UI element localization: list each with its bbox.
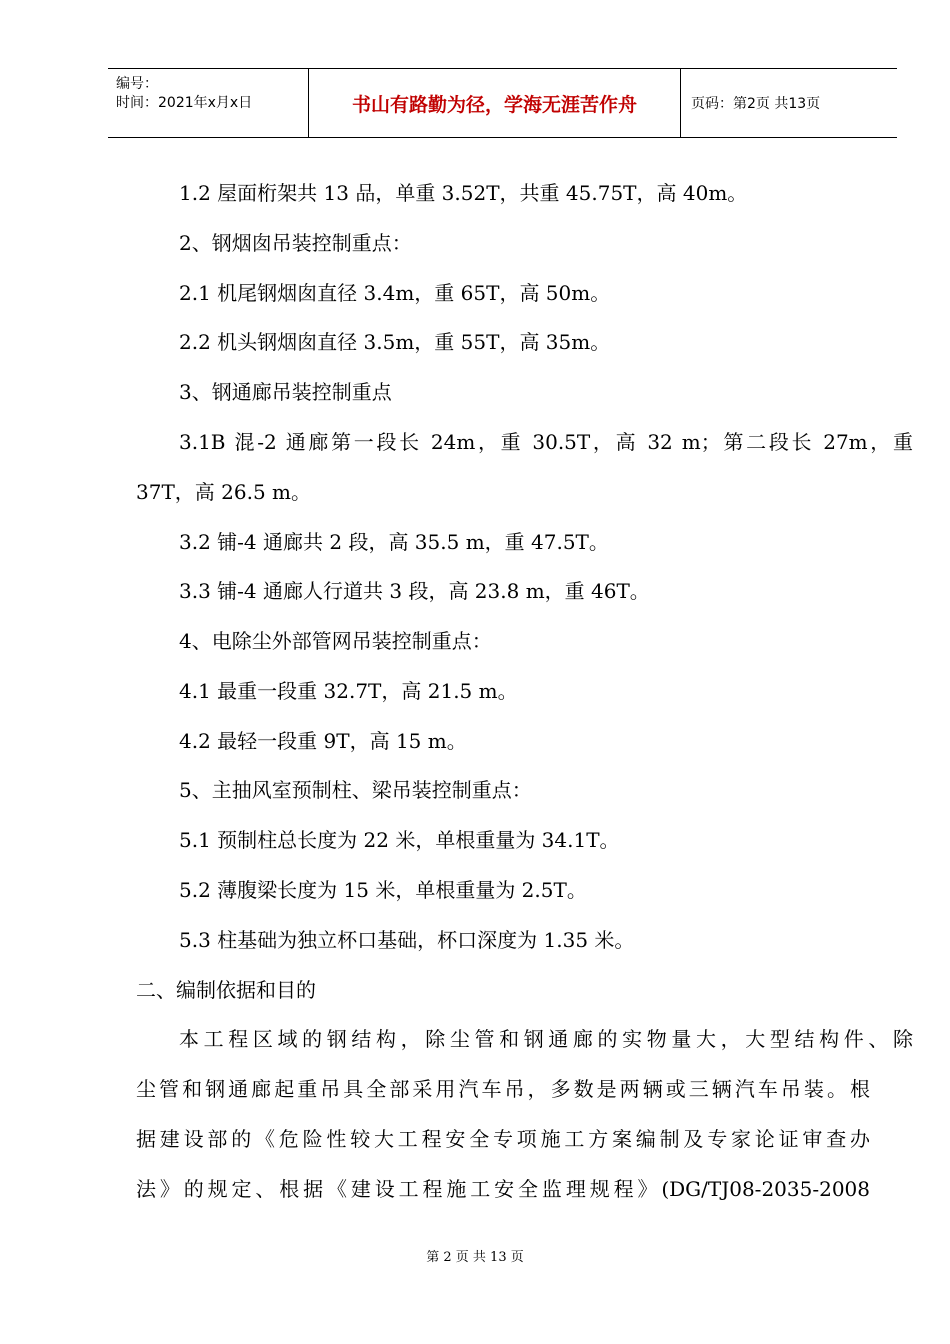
body-line: 4.1 最重一段重 32.7T，高 21.5 m。 <box>179 679 518 703</box>
body-line: 据建设部的《危险性较大工程安全专项施工方案编制及专家论证审查办 <box>136 1127 870 1151</box>
header-meta <box>108 69 308 137</box>
body-line: 4、电除尘外部管网吊装控制重点： <box>179 629 492 653</box>
body-line: 尘管和钢通廊起重吊具全部采用汽车吊，多数是两辆或三辆汽车吊装。根 <box>136 1077 870 1101</box>
body-line: 3、钢通廊吊装控制重点 <box>179 380 392 404</box>
body-line: 1.2 屋面桁架共 13 品，单重 3.52T，共重 45.75T，高 40m。 <box>179 181 748 205</box>
body-line: 37T，高 26.5 m。 <box>136 480 311 504</box>
header-page-info: 页码：第2页 共13页 <box>691 96 821 112</box>
page-header <box>108 68 897 138</box>
serial-label: 编号： <box>116 76 158 92</box>
body-line: 5.1 预制柱总长度为 22 米，单根重量为 34.1T。 <box>179 828 620 852</box>
body-line: 5.3 柱基础为独立杯口基础，杯口深度为 1.35 米。 <box>179 928 635 952</box>
body-line: 2.2 机头钢烟囱直径 3.5m，重 55T，高 35m。 <box>179 330 611 354</box>
header-motto: 书山有路勤为径，学海无涯苦作舟 <box>308 69 681 137</box>
body-line: 5.2 薄腹梁长度为 15 米，单根重量为 2.5T。 <box>179 878 587 902</box>
body-line: 本工程区域的钢结构，除尘管和钢通廊的实物量大，大型结构件、除 <box>179 1027 913 1051</box>
body-line: 4.2 最轻一段重 9T，高 15 m。 <box>179 729 467 753</box>
section-heading: 二、编制依据和目的 <box>136 978 316 1002</box>
body-line: 2.1 机尾钢烟囱直径 3.4m，重 65T，高 50m。 <box>179 281 611 305</box>
page-footer: 第 2 页 共 13 页 <box>426 1250 524 1265</box>
body-line: 3.3 铺-4 通廊人行道共 3 段，高 23.8 m，重 46T。 <box>179 579 650 603</box>
body-line: 法》的规定、根据《建设工程施工安全监理规程》(DG/TJ08-2035-2008 <box>136 1177 870 1201</box>
body-line: 3.2 铺-4 通廊共 2 段，高 35.5 m，重 47.5T。 <box>179 530 609 554</box>
body-line: 3.1B 混-2 通廊第一段长 24m，重 30.5T，高 32 m；第二段长 27m，重 <box>179 430 913 454</box>
body-line: 5、主抽风室预制柱、梁吊装控制重点： <box>179 778 532 802</box>
time-label: 时间：2021年x月x日 <box>116 95 253 111</box>
body-line: 2、钢烟囱吊装控制重点： <box>179 231 412 255</box>
